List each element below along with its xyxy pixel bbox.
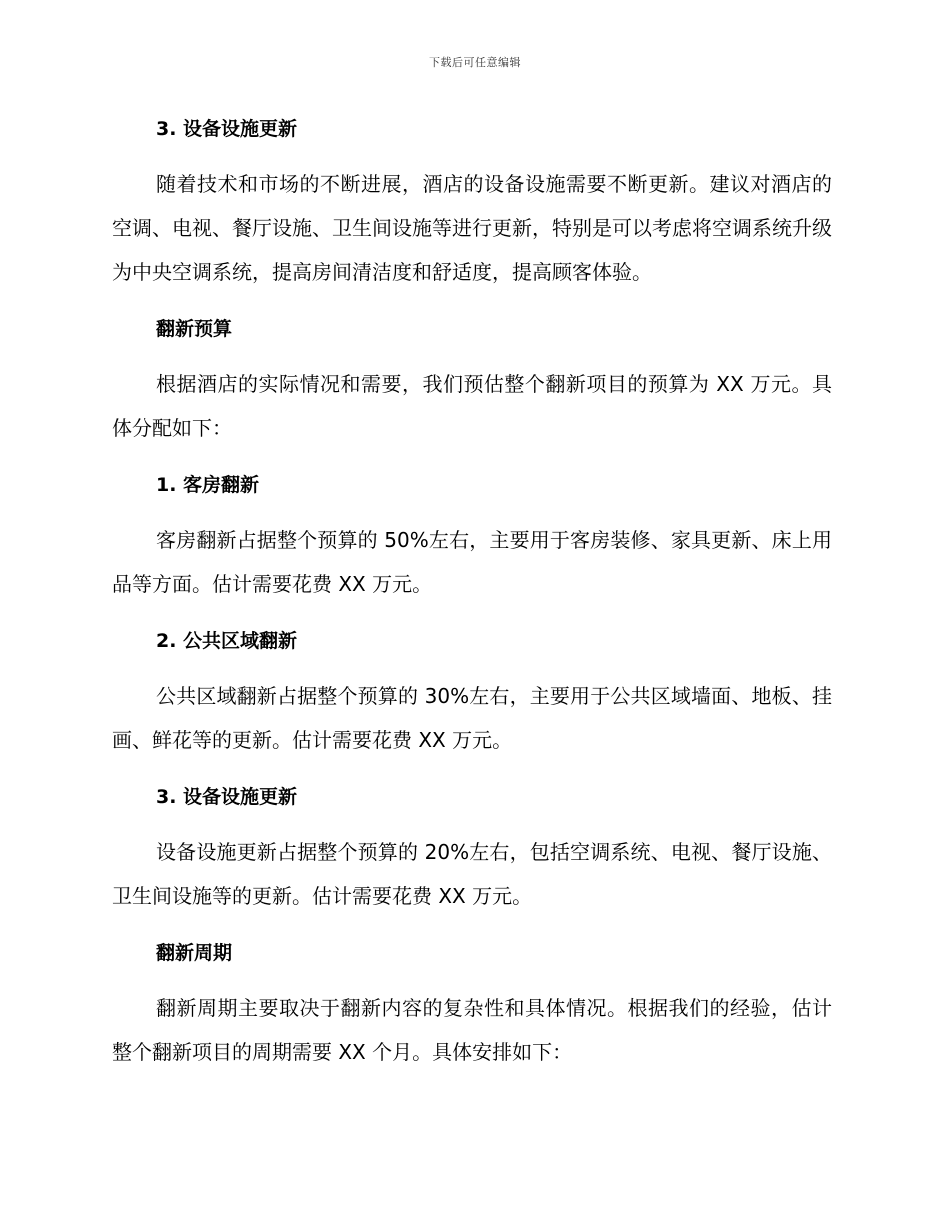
section-paragraph-renovation-budget: 根据酒店的实际情况和需要，我们预估整个翻新项目的预算为 XX 万元。具体分配如下：	[112, 372, 832, 440]
section-heading-equipment-update: 3. 设备设施更新	[156, 118, 298, 140]
section-heading-renovation-budget: 翻新预算	[156, 318, 233, 340]
section-paragraph-equipment-update: 随着技术和市场的不断进展，酒店的设备设施需要不断更新。建议对酒店的空调、电视、餐厅设施、卫生间设施等进行更新，特别是可以考虑将空调系统升级为中央空调系统，提高房间清洁度和舒适度，提高顾客体验。	[112, 172, 832, 284]
section-heading-room-renovation: 1. 客房翻新	[156, 474, 260, 496]
section-paragraph-renovation-period: 翻新周期主要取决于翻新内容的复杂性和具体情况。根据我们的经验，估计整个翻新项目的周期需要 XX 个月。具体安排如下：	[112, 996, 832, 1064]
page-header: 下载后可任意编辑	[429, 56, 521, 69]
document-body	[112, 112, 832, 1074]
section-paragraph-room-renovation: 客房翻新占据整个预算的 50%左右，主要用于客房装修、家具更新、床上用品等方面。估计需要花费 XX 万元。	[112, 528, 832, 596]
section-paragraph-equipment-budget: 设备设施更新占据整个预算的 20%左右，包括空调系统、电视、餐厅设施、卫生间设施等的更新。估计需要花费 XX 万元。	[112, 840, 832, 908]
section-heading-equipment-budget: 3. 设备设施更新	[156, 786, 298, 808]
section-paragraph-public-area-renovation: 公共区域翻新占据整个预算的 30%左右，主要用于公共区域墙面、地板、挂画、鲜花等的更新。估计需要花费 XX 万元。	[112, 684, 832, 752]
section-heading-public-area-renovation: 2. 公共区域翻新	[156, 630, 298, 652]
section-heading-renovation-period: 翻新周期	[156, 942, 233, 964]
